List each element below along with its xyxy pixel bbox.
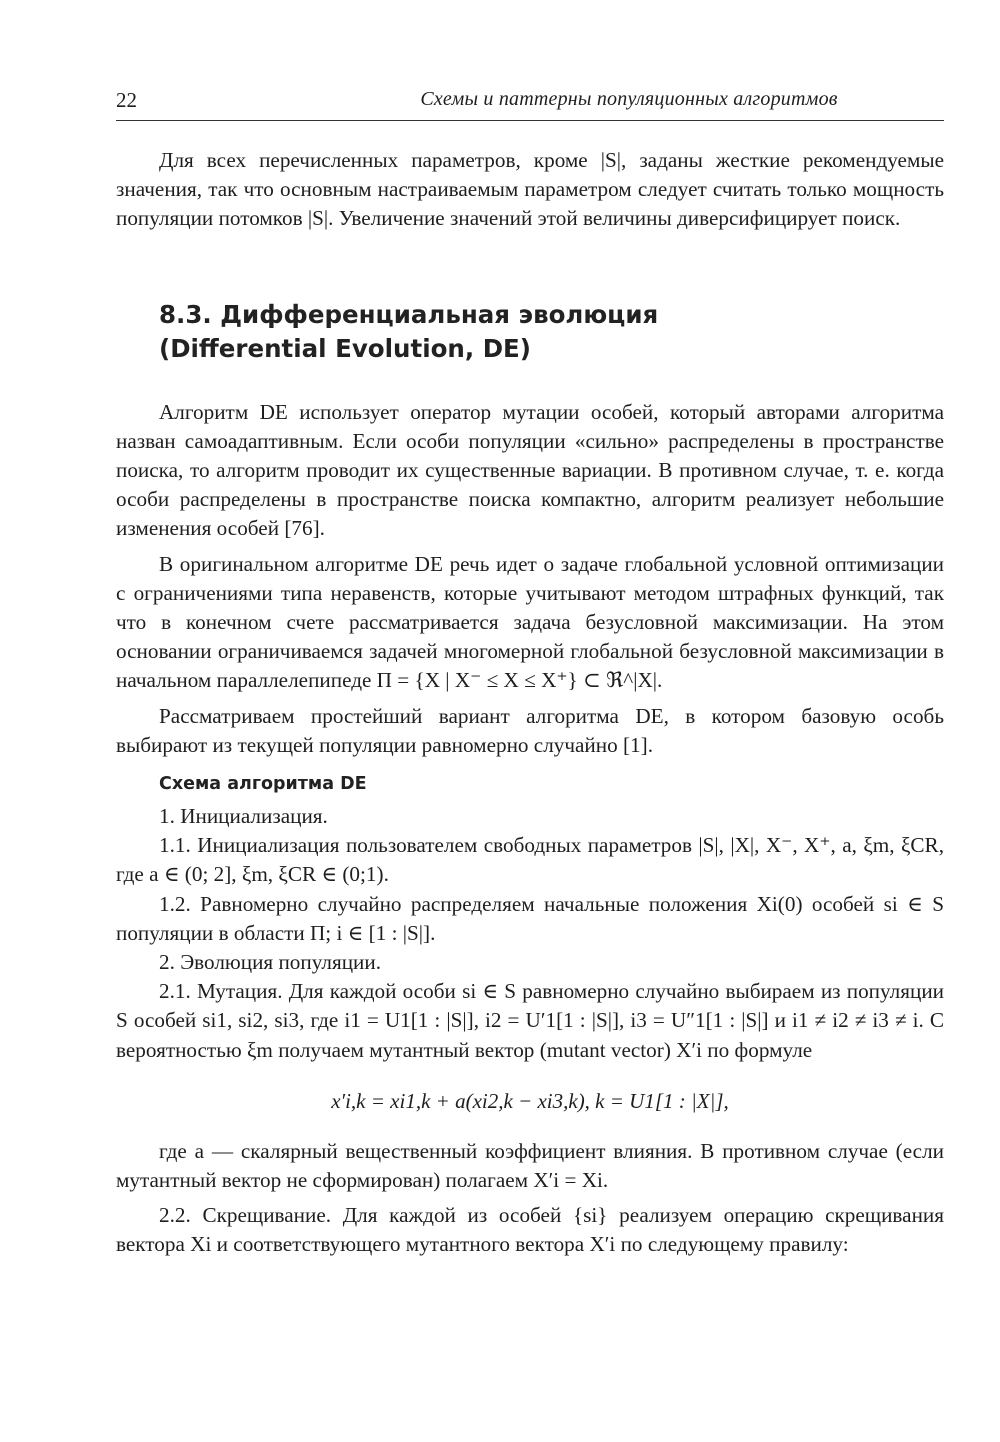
page-header: [116, 86, 944, 121]
step-initialization: 1. Инициализация.: [159, 804, 328, 829]
step-2-2-crossover: 2.2. Скрещивание. Для каждой из особей {si} реализуем операцию скрещивания вектора Xi и соответствующего мутантного вектора X′i по следующему правилу:: [116, 1203, 944, 1257]
scheme-title: Схема алгоритма DE: [159, 774, 367, 795]
section-title: [159, 298, 944, 366]
paragraph-influence-coefficient: где a — скалярный вещественный коэффициент влияния. В противном случае (если мутантный вектор не сформирован) полагаем X′i = Xi.: [116, 1138, 944, 1193]
section-title-line-2: (Differential Evolution, DE): [159, 333, 531, 363]
running-title: Схемы и паттерны популяционных алгоритмов: [420, 88, 838, 110]
page-body: [116, 146, 944, 1260]
page-number: 22: [116, 88, 137, 112]
step-1-1: 1.1. Инициализация пользователем свободных параметров |S|, |X|, X⁻, X⁺, a, ξm, ξCR, где a ∈ (0; 2], ξm, ξCR ∈ (0;1).: [116, 833, 944, 887]
step-1-2: 1.2. Равномерно случайно распределяем начальные положения Xi(0) особей si ∈ S популяции в области Π; i ∈ [1 : |S|].: [116, 891, 944, 945]
paragraph-de-description: Алгоритм DE использует оператор мутации особей, который авторами алгоритма назван самоадаптивным. Если особи популяции «сильно» распределены в пространстве поиска, то алгоритм проводит их существенные вариации. В противном случае, т. е. когда особи распределены в пространстве поиска компактно, алгоритм реализует небольшие изменения особей [76].: [116, 399, 944, 541]
paragraph-simplest-variant: Рассматриваем простейший вариант алгоритма DE, в котором базовую особь выбирают из текущей популяции равномерно случайно [1].: [116, 703, 944, 757]
section-title-line-1: 8.3. Дифференциальная эволюция: [159, 299, 659, 329]
paragraph-original-de: В оригинальном алгоритме DE речь идет о задаче глобальной условной оптимизации с ограничениями типа неравенств, которые учитывают методом штрафных функций, так что в конечном счете рассматривается задача безусловной максимизации. На этом основании ограничиваемся задачей многомерной глобальной безусловной максимизации в начальном параллелепипеде Π = {X | X⁻ ≤ X ≤ X⁺} ⊂ ℜ^|X|.: [116, 551, 944, 693]
mutation-formula: x′i,k = xi1,k + a(xi2,k − xi3,k), k = U1[1 : |X|],: [331, 1088, 729, 1113]
step-evolution: 2. Эволюция популяции.: [159, 950, 382, 975]
intro-paragraph: Для всех перечисленных параметров, кроме |S|, заданы жесткие рекомендуемые значения, так что основным настраиваемым параметром следует считать только мощность популяции потомков |S|. Увеличение значений этой величины диверсифицирует поиск.: [116, 148, 944, 231]
step-2-1-mutation: 2.1. Мутация. Для каждой особи si ∈ S равномерно случайно выбираем из популяции S особей si1, si2, si3, где i1 = U1[1 : |S|], i2 = U′1[1 : |S|], i3 = U″1[1 : |S|] и i1 ≠ i2 ≠ i3 ≠ i. С вероятностью ξm получаем мутантный вектор (mutant vector) X′i по формуле: [116, 979, 944, 1062]
